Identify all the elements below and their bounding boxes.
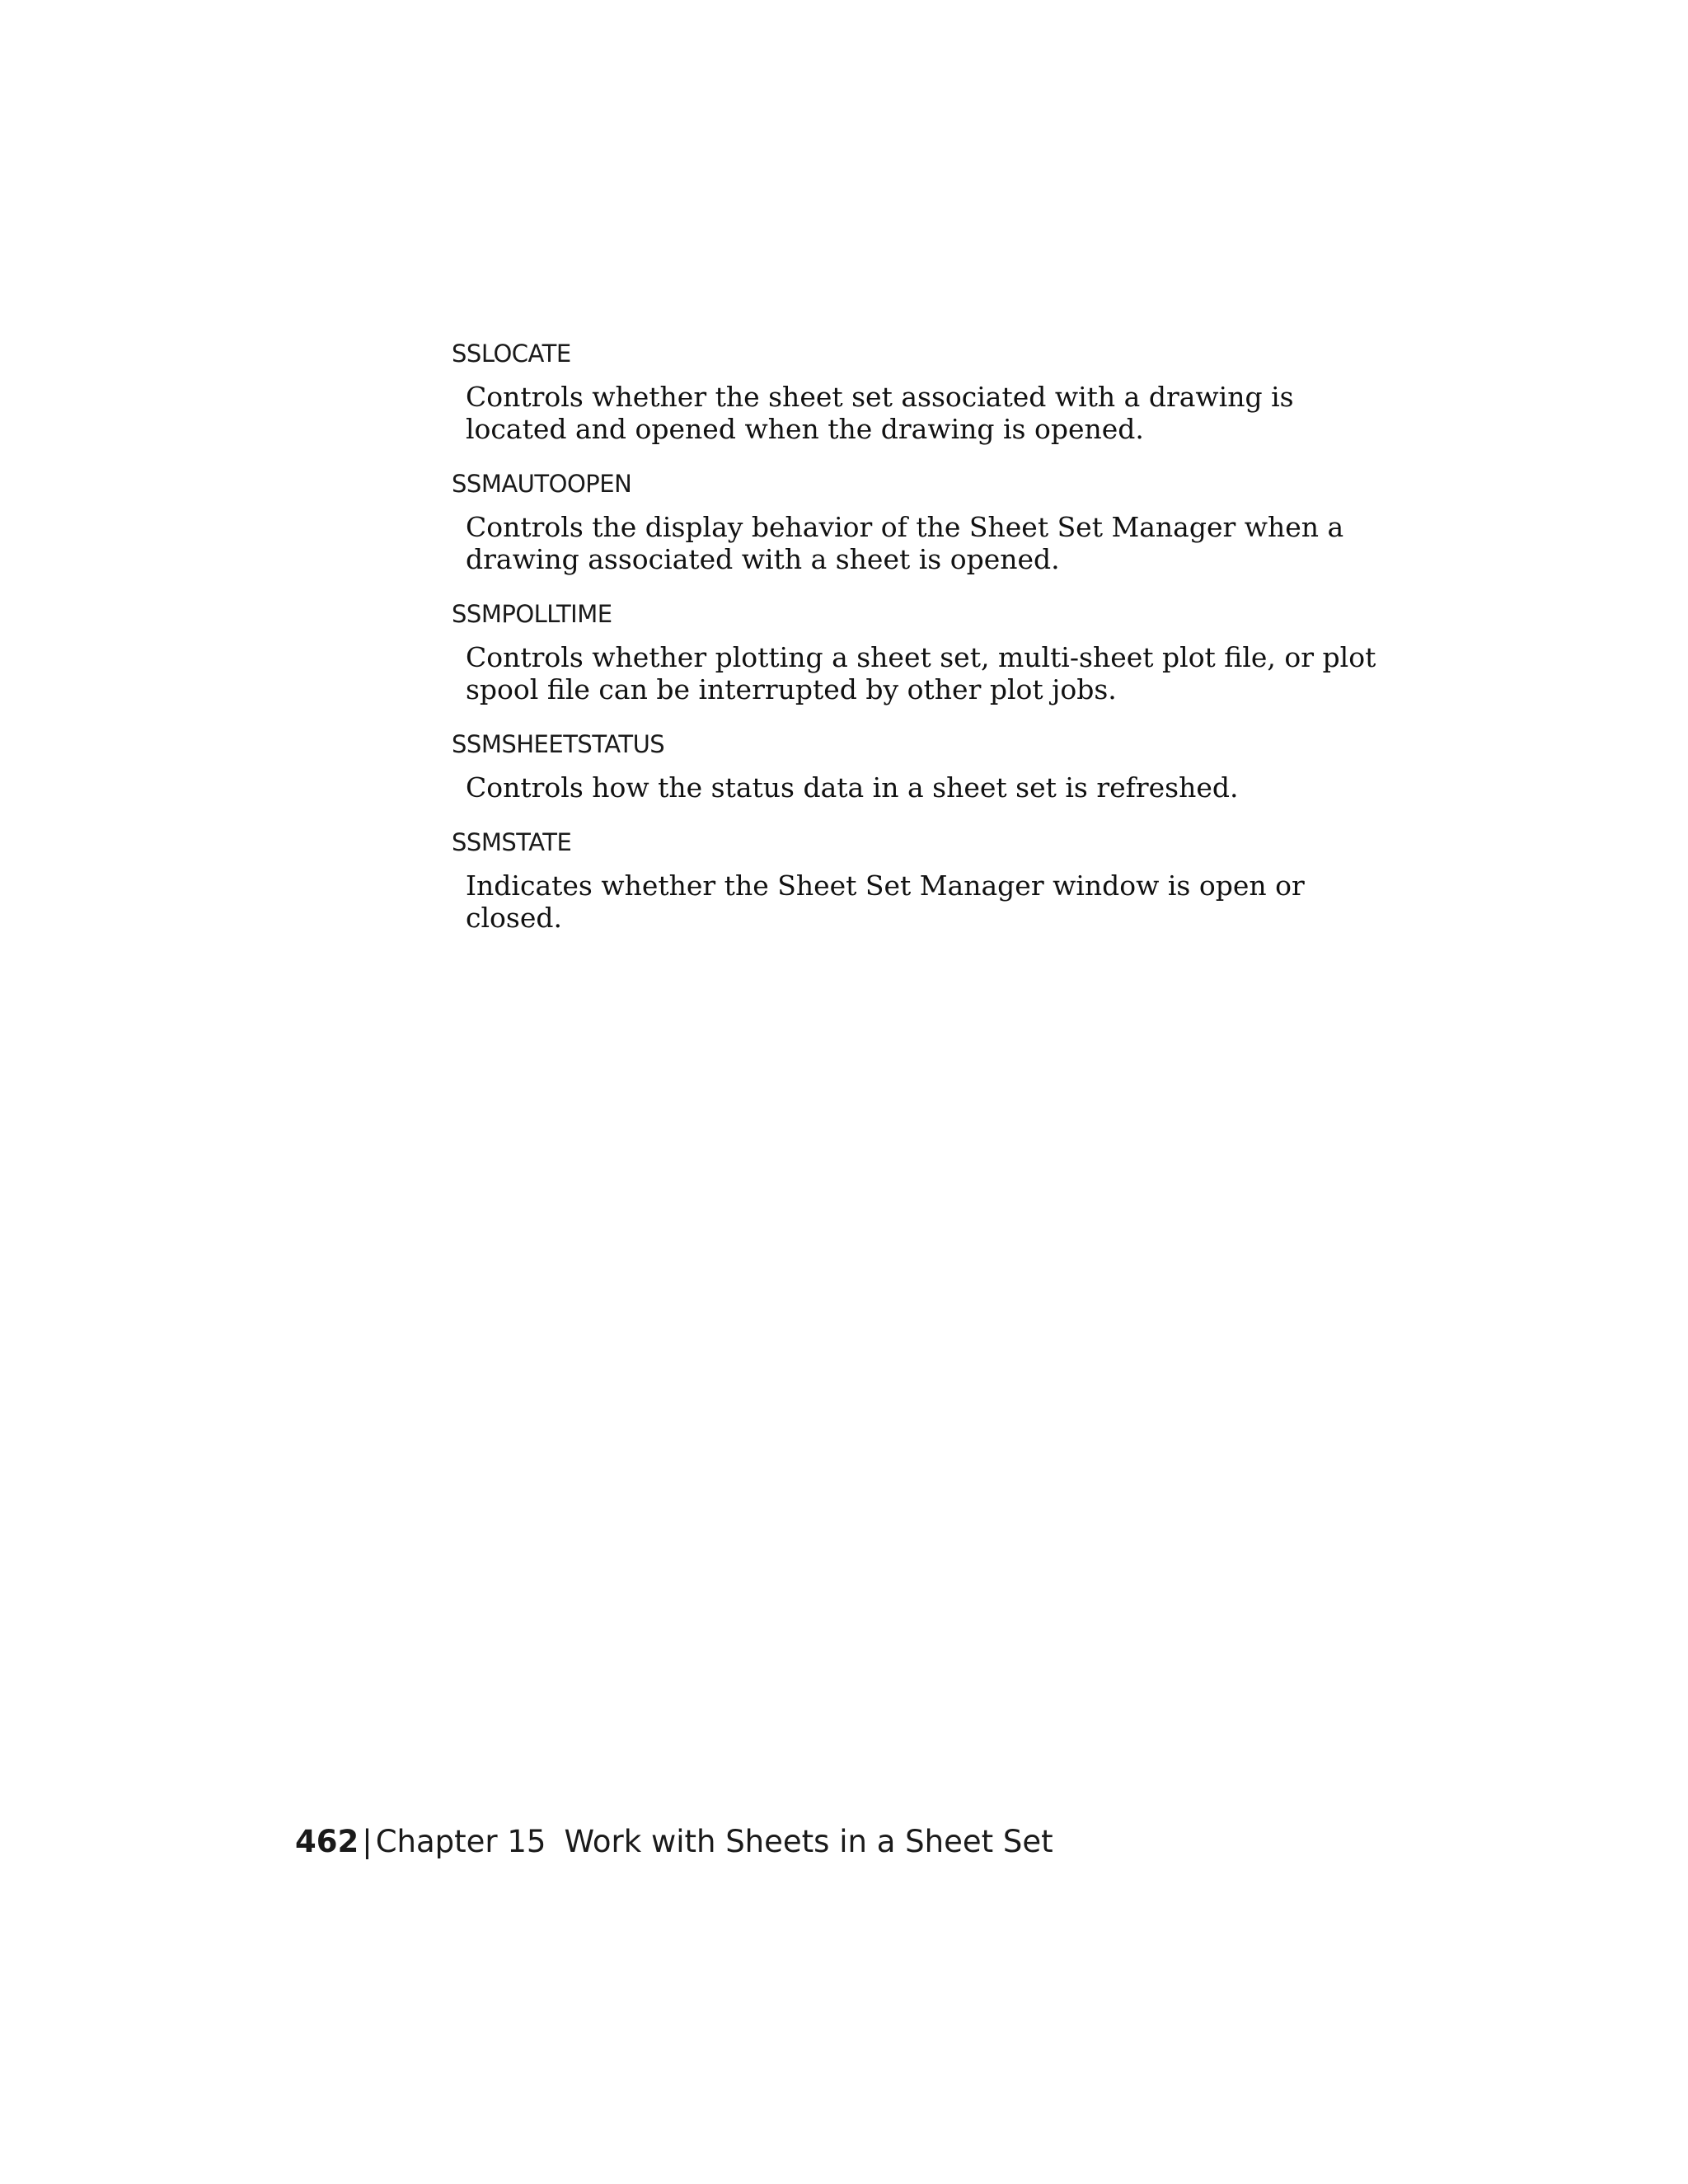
sysvar-term: SSLOCATE [452, 340, 571, 368]
sysvar-entry-ssmautoopen [452, 466, 1441, 575]
sysvar-description: Indicates whether the Sheet Set Manager window is open or closed. [466, 869, 1305, 934]
sysvar-entry-ssmpolltime [452, 597, 1441, 705]
footer-separator: | [362, 1824, 373, 1859]
sysvar-description: Controls whether plotting a sheet set, multi-sheet plot file, or plot spool file can be interrupted by other plot jobs. [466, 641, 1376, 705]
sysvar-entry-ssmstate [452, 825, 1441, 934]
sysvar-list [452, 336, 1441, 955]
chapter-label: Chapter 15 [375, 1824, 546, 1859]
sysvar-description: Controls how the status data in a sheet set is refreshed. [466, 771, 1239, 804]
sysvar-description: Controls the display behavior of the Sheet Set Manager when a drawing associated with a sheet is opened. [466, 511, 1344, 575]
sysvar-term: SSMSHEETSTATUS [452, 730, 665, 758]
sysvar-term: SSMSTATE [452, 828, 572, 856]
sysvar-term: SSMAUTOOPEN [452, 470, 632, 498]
sysvar-description: Controls whether the sheet set associated with a drawing is located and opened when the drawing is opened. [466, 381, 1294, 445]
chapter-title: Work with Sheets in a Sheet Set [564, 1824, 1053, 1859]
sysvar-entry-sslocate [452, 336, 1441, 445]
sysvar-entry-ssmsheetstatus [452, 727, 1441, 804]
sysvar-term: SSMPOLLTIME [452, 600, 612, 628]
page-number: 462 [295, 1824, 359, 1859]
page-footer [295, 1821, 1053, 1863]
